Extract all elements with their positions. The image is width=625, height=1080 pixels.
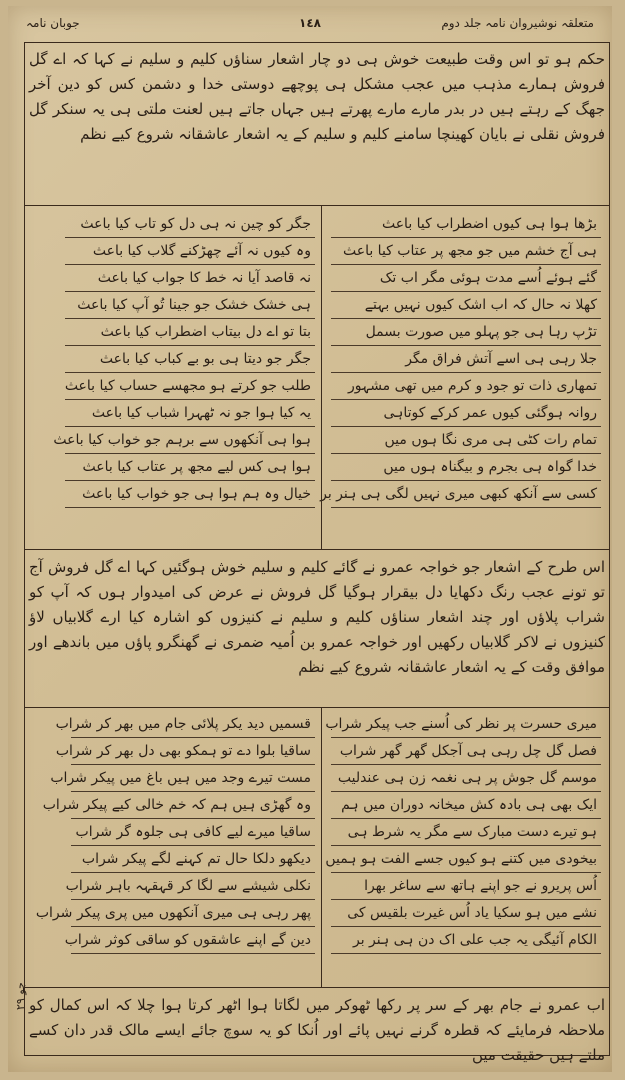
verse-line: تمام رات کٹی ہی مری نگا ہوں میں — [331, 427, 601, 454]
verse-line: نہ قاصد آیا نہ خط کا جواب کیا باعث — [65, 265, 315, 292]
verse-line: خدا گواہ ہی بجرم و بیگناہ ہوں میں — [331, 454, 601, 481]
header-volume-title: متعلقہ نوشیروان نامہ جلد دوم — [441, 16, 594, 30]
prose-middle: اس طرح کے اشعار جو خواجہ عمرو نے گائے کلیم و سلیم خوش ہوگئیں کہا اے گل فروش آج تو تونے عجب رنگ دکھایا دل بیقرار ہوگیا گل فروش نے عرض کی امیدوار ہوں کہ آپ کو شراب پلاؤں اور چند اشعار سناؤں کلیم و سلیم نے کنیزوں کو اشارہ کیا ارے گلابیاں لاؤ کنیزوں نے لاکر گلابیاں رکھیں اور خواجہ عمرو بن اُمیہ ضمری نے گھنگرو پاؤں میں باندھے اور موافق وقت کے یہ اشعار عاشقانہ شروع کیے نظم — [29, 558, 605, 676]
text-frame — [24, 42, 610, 1064]
verse-line: یہ کیا ہوا جو نہ ٹھہرا شباب کیا باعث — [65, 400, 315, 427]
verse-line: جگر کو چین نہ ہی دل کو تاب کیا باعث — [65, 211, 315, 238]
verse-line: ہو تیرے دست مبارک سے مگر یہ شرط ہی — [331, 819, 601, 846]
page-number: ١٤٨ — [299, 16, 321, 30]
verse-line: بتا تو اے دل بیتاب اضطراب کیا باعث — [65, 319, 315, 346]
verse-line: کسی سے آنکھ کبھی میری نہیں لگی ہی ہنر بر — [331, 481, 601, 508]
verse-line: ساقیا میرے لیے کافی ہی جلوہ گر شراب — [71, 819, 315, 846]
margin-note: جو ۲۹ — [14, 982, 27, 1010]
page-header — [26, 16, 594, 40]
verse-line: روانہ ہوگئی کیوں عمر کرکے کوتاہی — [331, 400, 601, 427]
divider-4 — [25, 987, 609, 988]
prose-top: حکم ہو تو اس وقت طبیعت خوش ہی دو چار اشعار سناؤں کلیم و سلیم نے کہا کہ اے گل فروش ہمارے مذہب میں عجب مشکل ہی پوچھے دوستی خدا و دشمن کس کو دین آخر جھگ کے رہتے ہیں در بدر مارے مارے پھرتے ہیں جہاں جاتے ہیں لعنت ملتی ہی یہ سنکر گل فروش نقلی نے بایان کھینچا سامنے کلیم و سلیم کے یہ اشعار عاشقانہ شروع کیے نظم — [29, 50, 605, 143]
verse-line: تڑپ رہا ہی جو پہلو میں صورت بسمل — [331, 319, 601, 346]
poem1-right-column — [320, 211, 601, 508]
verse-line: موسم گل جوش پر ہی نغمہ زن ہی عندلیب — [331, 765, 601, 792]
verse-line: مست تیرے وجد میں ہیں باغ میں پیکر شراب — [71, 765, 315, 792]
verse-line: فصل گل چل رہی ہی آجکل گھر گھر شراب — [331, 738, 601, 765]
poem2-divider — [321, 707, 322, 987]
verse-line: وہ گھڑی ہیں ہم کہ خم خالی کیے پیکر شراب — [71, 792, 315, 819]
verse-line: نکلی شیشے سے لگا کر قہقہہ باہر شراب — [71, 873, 315, 900]
verse-line: وہ کیوں نہ آئے چھڑکنے گلاب کیا باعث — [65, 238, 315, 265]
verse-line: ہوا ہی آنکھوں سے برہم جو خواب کیا باعث — [65, 427, 315, 454]
verse-line: دین گے اپنے عاشقوں کو ساقی کوثر شراب — [71, 927, 315, 954]
verse-line: قسمیں دید یکر پلائی جام میں بھر کر شراب — [71, 711, 315, 738]
verse-line: گئے ہوئے اُسے مدت ہوئی مگر اب تک — [331, 265, 601, 292]
verse-line: ایک بھی ہی بادہ کش میخانہ دوران میں ہم — [331, 792, 601, 819]
verse-line: جلا رہی ہی اسے آتش فراق مگر — [331, 346, 601, 373]
manuscript-page — [8, 6, 612, 1072]
poem2-right-column — [325, 711, 601, 954]
verse-line: اُس پریرو نے جو اپنے ہاتھ سے ساغر بھرا — [331, 873, 601, 900]
divider-1 — [25, 205, 609, 206]
divider-2 — [25, 549, 609, 550]
verse-line: ہی خشک خشک جو جینا تُو آپ کیا باعث — [65, 292, 315, 319]
verse-line: تمھاری ذات تو جود و کرم میں تھی مشہور — [331, 373, 601, 400]
verse-line: ہوا ہی کس لیے مجھ پر عتاب کیا باعث — [65, 454, 315, 481]
verse-line: ہی آج خشم میں جو مجھ پر عتاب کیا باعث — [331, 238, 601, 265]
verse-line: کھلا نہ حال کہ اب اشک کیوں نہیں بہتے — [331, 292, 601, 319]
verse-line: ساقیا بلوا دے تو ہمکو بھی دل بھر کر شراب — [71, 738, 315, 765]
poem1-left-column — [53, 211, 315, 508]
divider-3 — [25, 707, 609, 708]
verse-line: الکام آئیگی یہ جب علی اک دن ہی ہنر بر — [331, 927, 601, 954]
verse-line: نشے میں ہو سکیا یاد اُس غیرت بلقیس کی — [331, 900, 601, 927]
verse-line: بڑھا ہوا ہی کیوں اضطراب کیا باعث — [331, 211, 601, 238]
verse-line: دیکھو دلکا حال تم کہنے لگے پیکر شراب — [71, 846, 315, 873]
verse-line: میری حسرت پر نظر کی اُسنے جب پیکر شراب — [331, 711, 601, 738]
verse-line: جگر جو دیتا ہی بو بے کباب کیا باعث — [65, 346, 315, 373]
verse-line: بیخودی میں کتنے ہو کیوں جسے الفت ہو ہمیں — [331, 846, 601, 873]
poem2-left-column — [35, 711, 315, 954]
verse-line: پھر رہی ہی میری آنکھوں میں پری پیکر شراب — [71, 900, 315, 927]
verse-line: طلب جو کرتے ہو مجھسے حساب کیا باعث — [65, 373, 315, 400]
header-book-title: جوبان نامہ — [26, 16, 80, 30]
verse-line: خیال وہ ہم ہوا ہی جو خواب کیا باعث — [65, 481, 315, 508]
poem1-divider — [321, 205, 322, 549]
prose-bottom: اب عمرو نے جام بھر کے سر پر رکھا ٹھوکر میں لگاتا ہوا اٹھر کرتا ہوا چلا کہ اس کمال کو ملاحظہ فرمایئے کہ قطرہ گرنے نہیں پائے اور اُنکا کو یہ سوچ جائے ایسے مالک قدر دان کسے ملتے ہیں حقیقت میں — [29, 996, 605, 1064]
